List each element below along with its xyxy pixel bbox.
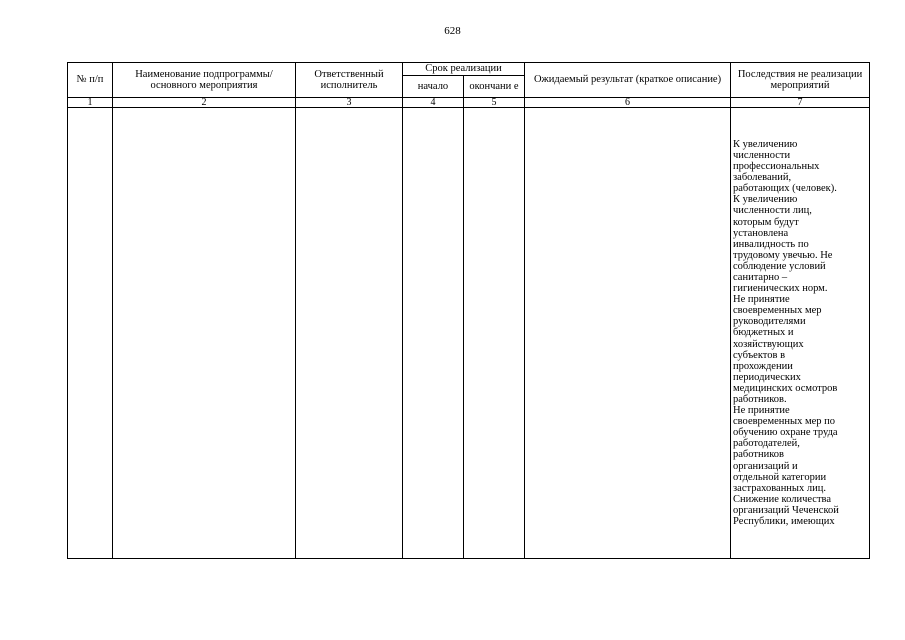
cell-expected-result <box>525 108 731 559</box>
table-row <box>68 108 870 559</box>
consequences-line: численности лиц, <box>733 205 812 217</box>
consequences-line: прохождении <box>733 360 793 372</box>
header-subprogram-name: Наименование подпрограммы/ основного мероприятия <box>113 63 296 98</box>
column-number: 1 <box>68 98 113 108</box>
consequences-line: инвалидность по <box>733 238 809 250</box>
cell-consequences <box>731 108 870 559</box>
consequences-line: организаций и <box>733 460 798 472</box>
consequences-line: установлена <box>733 227 789 239</box>
column-number: 7 <box>731 98 870 108</box>
header-period-end: окончани е <box>464 76 525 98</box>
header-consequences: Последствия не реализации мероприятий <box>731 63 870 98</box>
consequences-line: работников <box>733 449 784 461</box>
consequences-line: численности <box>733 149 791 161</box>
consequences-line: Республики, имеющих <box>733 516 835 528</box>
consequences-line: которым будут <box>733 216 799 228</box>
column-number: 3 <box>296 98 403 108</box>
consequences-line: застрахованных лиц. <box>733 482 826 494</box>
column-number: 4 <box>403 98 464 108</box>
cell-number <box>68 108 113 559</box>
consequences-line: К увеличению <box>733 194 798 206</box>
column-number-row <box>68 98 870 108</box>
consequences-line: профессиональных <box>733 161 820 173</box>
consequences-line: отдельной категории <box>733 471 827 483</box>
consequences-line: руководителями <box>733 316 806 328</box>
consequences-line: обучению охране труда <box>733 427 838 439</box>
page-number: 628 <box>444 25 461 37</box>
consequences-line: организаций Чеченской <box>733 504 839 516</box>
consequences-line: трудовому увечью. Не <box>733 249 833 261</box>
column-number: 5 <box>464 98 525 108</box>
header-expected-result: Ожидаемый результат (краткое описание) <box>525 63 731 98</box>
consequences-line: соблюдение условий <box>733 260 826 272</box>
header-implementation-period: Срок реализации <box>403 63 525 76</box>
consequences-line: гигиенических норм. <box>733 283 828 295</box>
column-number: 6 <box>525 98 731 108</box>
consequences-line: периодических <box>733 371 801 383</box>
consequences-line: заболеваний, <box>733 172 792 184</box>
column-number: 2 <box>113 98 296 108</box>
cell-period-end <box>464 108 525 559</box>
consequences-line: Не принятие <box>733 405 790 417</box>
consequences-line: субъектов в <box>733 349 786 361</box>
consequences-line: К увеличению <box>733 138 798 150</box>
program-table <box>67 62 870 559</box>
consequences-text <box>733 139 868 527</box>
cell-period-start <box>403 108 464 559</box>
cell-responsible-executor <box>296 108 403 559</box>
header-period-start: начало <box>403 76 464 98</box>
consequences-line: бюджетных и <box>733 327 794 339</box>
consequences-line: Снижение количества <box>733 493 832 505</box>
consequences-line: санитарно – <box>733 271 788 283</box>
cell-subprogram-name <box>113 108 296 559</box>
consequences-line: работодателей, <box>733 438 800 450</box>
consequences-line: своевременных мер <box>733 305 822 317</box>
header-number: № п/п <box>68 63 113 98</box>
consequences-line: работников. <box>733 394 787 406</box>
consequences-line: Не принятие <box>733 294 790 306</box>
header-responsible-executor: Ответственный исполнитель <box>296 63 403 98</box>
consequences-line: работающих (человек). <box>733 183 837 195</box>
consequences-line: медицинских осмотров <box>733 382 838 394</box>
consequences-line: своевременных мер по <box>733 416 835 428</box>
consequences-line: хозяйствующих <box>733 338 804 350</box>
